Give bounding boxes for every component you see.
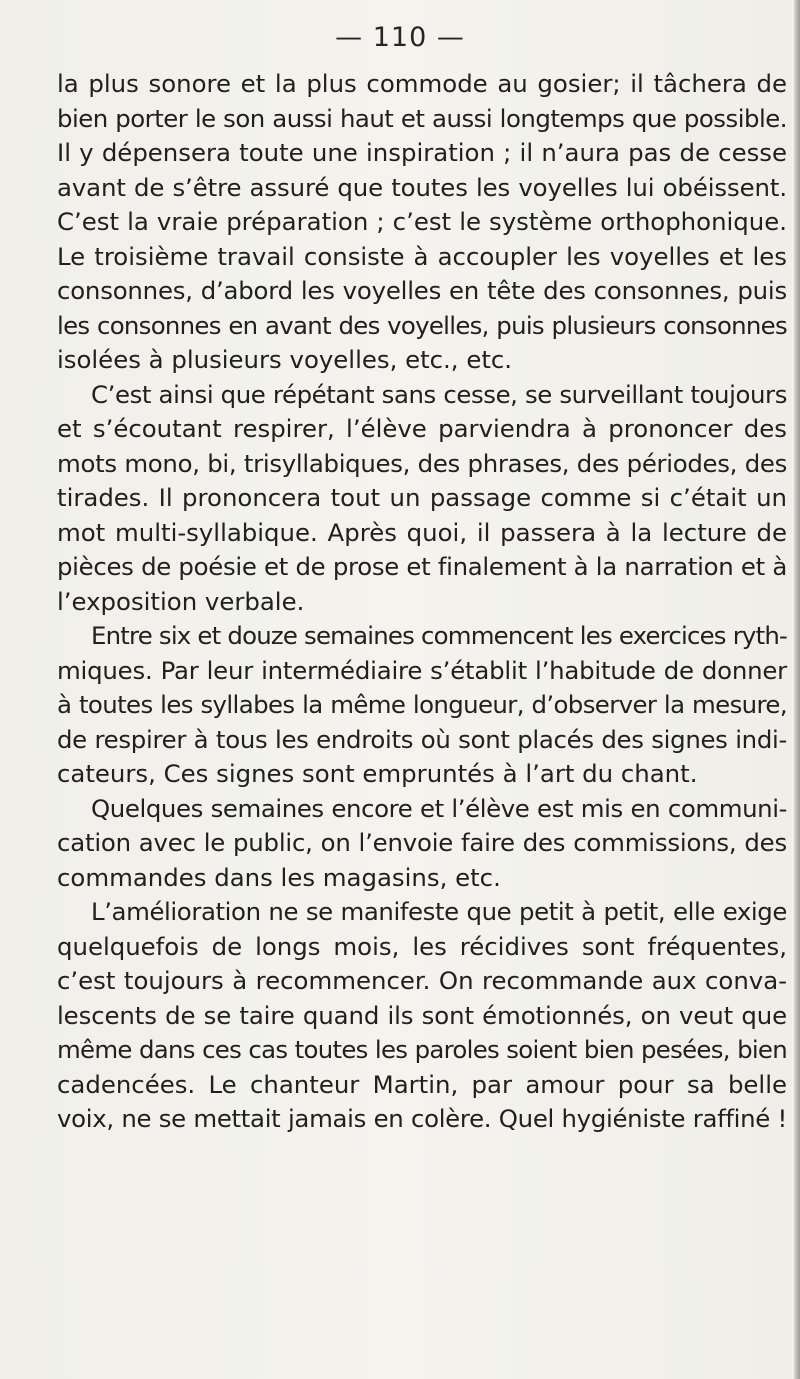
text-line: l’exposition verbale. <box>57 586 305 616</box>
text-line: commandes dans les magasins, etc. <box>57 862 501 892</box>
text-line: pièces de poésie et de prose et finalement à la narration et à <box>57 552 787 581</box>
text-line: Quelques semaines encore et l’élève est mis en communi- <box>91 793 787 823</box>
body-text <box>57 67 787 1137</box>
text-line: à toutes les syllabes la même longueur, d’observer la mesure, <box>57 690 787 719</box>
page-edge-shadow <box>794 0 800 1379</box>
page-number: — 110 — <box>335 22 465 53</box>
text-line: Le troisième travail consiste à accoupler les voyelles et les <box>57 241 787 271</box>
text-line: miques. Par leur intermédiaire s’établit l’habitude de donner <box>57 655 787 685</box>
text-line: mot multi-syllabique. Après quoi, il passera à la lecture de <box>57 517 787 547</box>
text-line: mots mono, bi, trisyllabiques, des phrases, des périodes, des <box>57 448 787 478</box>
text-line: la plus sonore et la plus commode au gosier; il tâchera de <box>57 69 787 98</box>
text-line: tirades. Il prononcera tout un passage comme si c’était un <box>57 483 787 512</box>
text-line: C’est la vraie préparation ; c’est le système orthophonique. <box>57 207 787 236</box>
text-line: et s’écoutant respirer, l’élève parviendra à prononcer des <box>57 414 787 443</box>
text-line: Entre six et douze semaines commencent les exercices ryth- <box>91 621 787 650</box>
text-line: c’est toujours à recommencer. On recommande aux conva- <box>57 966 787 995</box>
text-line: L’amélioration ne se manifeste que petit à petit, elle exige <box>91 897 787 926</box>
text-line: isolées à plusieurs voyelles, etc., etc. <box>57 345 513 374</box>
text-line: lescents de se taire quand ils sont émotionnés, on veut que <box>57 1000 787 1030</box>
text-line: cadencées. Le chanteur Martin, par amour pour sa belle <box>57 1069 787 1099</box>
text-line: C’est ainsi que répétant sans cesse, se surveillant toujours <box>91 379 787 409</box>
text-line: consonnes, d’abord les voyelles en tête des consonnes, puis <box>57 276 787 305</box>
text-line: de respirer à tous les endroits où sont placés des signes indi- <box>57 724 787 754</box>
text-line: même dans ces cas toutes les paroles soient bien pesées, bien <box>57 1035 787 1064</box>
text-line: bien porter le son aussi haut et aussi longtemps que possible. <box>57 103 787 133</box>
text-line: Il y dépensera toute une inspiration ; il n’aura pas de cesse <box>57 138 787 167</box>
text-line: cateurs, Ces signes sont empruntés à l’art du chant. <box>57 759 698 788</box>
text-line: quelquefois de longs mois, les récidives sont fréquentes, <box>57 931 787 961</box>
text-line: voix, ne se mettait jamais en colère. Quel hygiéniste raffiné ! <box>57 1104 787 1133</box>
text-line: les consonnes en avant des voyelles, puis plusieurs consonnes <box>57 310 787 340</box>
text-line: avant de s’être assuré que toutes les voyelles lui obéissent. <box>57 172 787 202</box>
text-line: cation avec le public, on l’envoie faire des commissions, des <box>57 828 787 857</box>
